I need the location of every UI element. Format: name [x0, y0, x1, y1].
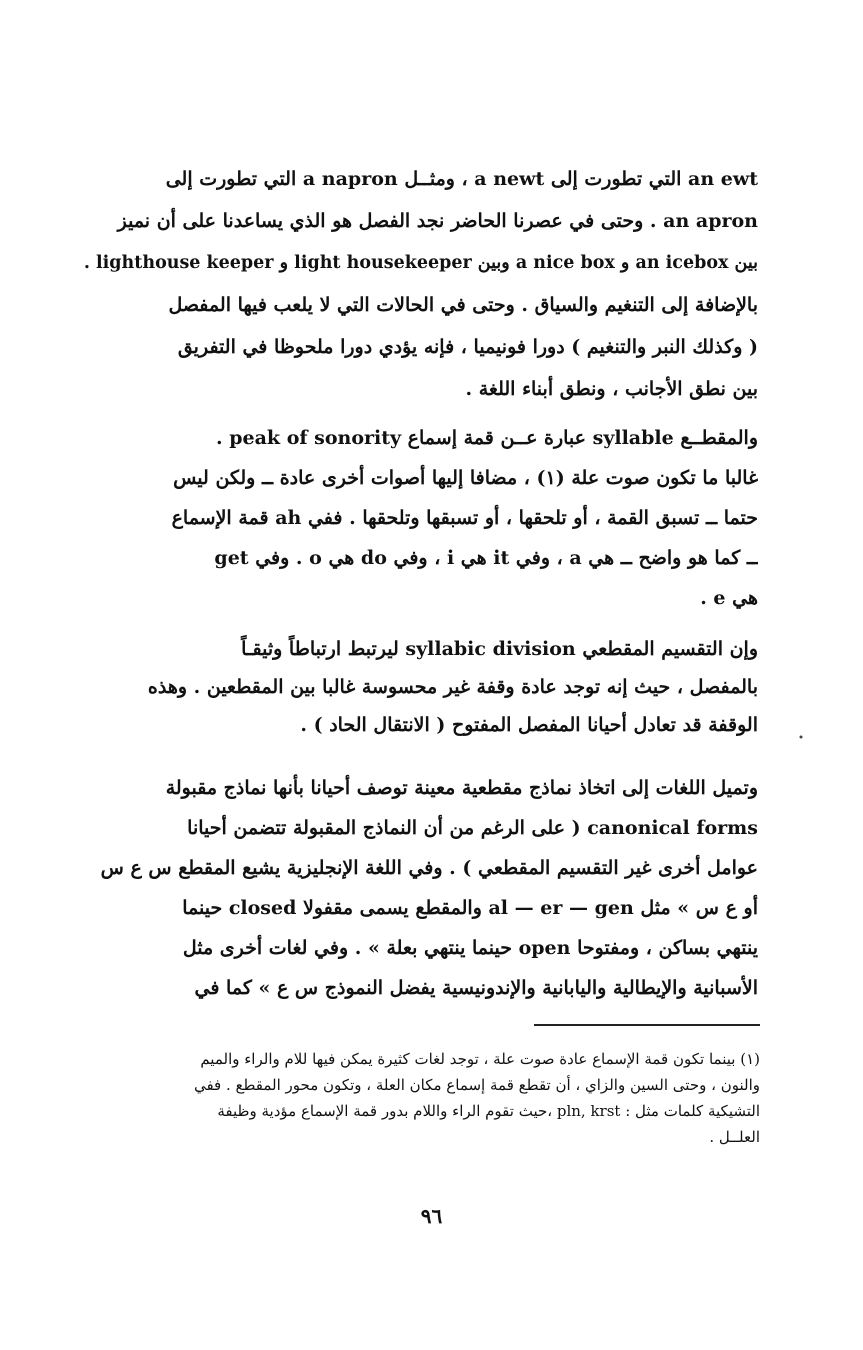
text-line: ــ كما هو واضح ــ هي a ، وفي it هي i ، وفي do هي o . وفي get: [214, 547, 758, 569]
text-line: أو ع س » مثل al — er — gen والمقطع يسمى مقفولا closed حينما: [182, 897, 758, 919]
text-line: بين نطق الأجانب ، ونطق أبناء اللغة .: [465, 378, 758, 400]
paragraph-2: [78, 418, 758, 618]
text-line: حتما ــ تسبق القمة ، أو تلحقها ، أو تسبقها وتلحقها . ففي ah قمة الإسماع: [171, 507, 758, 529]
text-line: ينتهي بساكن ، ومفتوحا open حينما ينتهي بعلة » . وفي لغات أخرى مثل: [182, 937, 758, 959]
text-line: بين an icebox و a nice box وبين light housekeeper و lighthouse keeper .: [83, 253, 758, 273]
paragraph-3: [78, 630, 758, 744]
page-number: ٩٦: [420, 1204, 443, 1228]
text-line: غالبا ما تكون صوت علة (١) ، مضافا إليها أصوات أخرى عادة ــ ولكن ليس: [173, 467, 758, 489]
text-line: an apron . وحتى في عصرنا الحاضر نجد الفصل هو الذي يساعدنا على أن نميز: [117, 210, 758, 232]
text-line: بالمفصل ، حيث إنه توجد عادة وقفة غير محسوسة غالبا بين المقطعين . وهذه: [147, 676, 758, 698]
footnote-line: والنون ، وحتى السين والزاي ، أن تقطع قمة إسماع مكان العلة ، وتكون محور المقطع . ففي: [193, 1076, 760, 1094]
ink-mark-icon: [795, 728, 807, 740]
footnote-divider: [534, 1024, 760, 1026]
text-line: هي e .: [700, 587, 758, 609]
text-line: an ewt التي تطورت إلى a newt ، ومثــل a napron التي تطورت إلى: [165, 168, 758, 190]
text-line: بالإضافة إلى التنغيم والسياق . وحتى في الحالات التي لا يلعب فيها المفصل: [168, 294, 758, 316]
paragraph-4: [78, 768, 758, 1008]
footnote: [100, 1046, 760, 1150]
text-line: canonical forms ( على الرغم من أن النماذج المقبولة تتضمن أحيانا: [187, 817, 758, 839]
text-line: والمقطــع syllable عبارة عــن قمة إسماع peak of sonority .: [216, 427, 758, 449]
text-line: وإن التقسيم المقطعي syllabic division ليرتبط ارتباطاً وثيقـاً: [241, 638, 758, 660]
text-line: الوقفة قد تعادل أحيانا المفصل المفتوح ( الانتقال الحاد ) .: [300, 714, 758, 736]
footnote-line: العلــل .: [709, 1128, 760, 1146]
footnote-line: التشيكية كلمات مثل : pln, krst ،حيث تقوم الراء واللام بدور قمة الإسماع مؤدية وظيفة: [217, 1102, 760, 1120]
text-line: الأسبانية والإيطالية واليابانية والإندونيسية يفضل النموذج س ع » كما في: [194, 977, 758, 999]
text-line: وتميل اللغات إلى اتخاذ نماذج مقطعية معينة توصف أحيانا بأنها نماذج مقبولة: [165, 777, 758, 799]
text-line: عوامل أخرى غير التقسيم المقطعي ) . وفي اللغة الإنجليزية يشيع المقطع س ع س: [100, 857, 758, 879]
footnote-line: (١) بينما تكون قمة الإسماع عادة صوت علة ، توجد لغات كثيرة يمكن فيها للام والراء والميم: [200, 1050, 760, 1068]
paragraph-1: [78, 158, 758, 410]
text-line: ( وكذلك النبر والتنغيم ) دورا فونيميا ، فإنه يؤدي دورا ملحوظا في التفريق: [177, 336, 758, 358]
